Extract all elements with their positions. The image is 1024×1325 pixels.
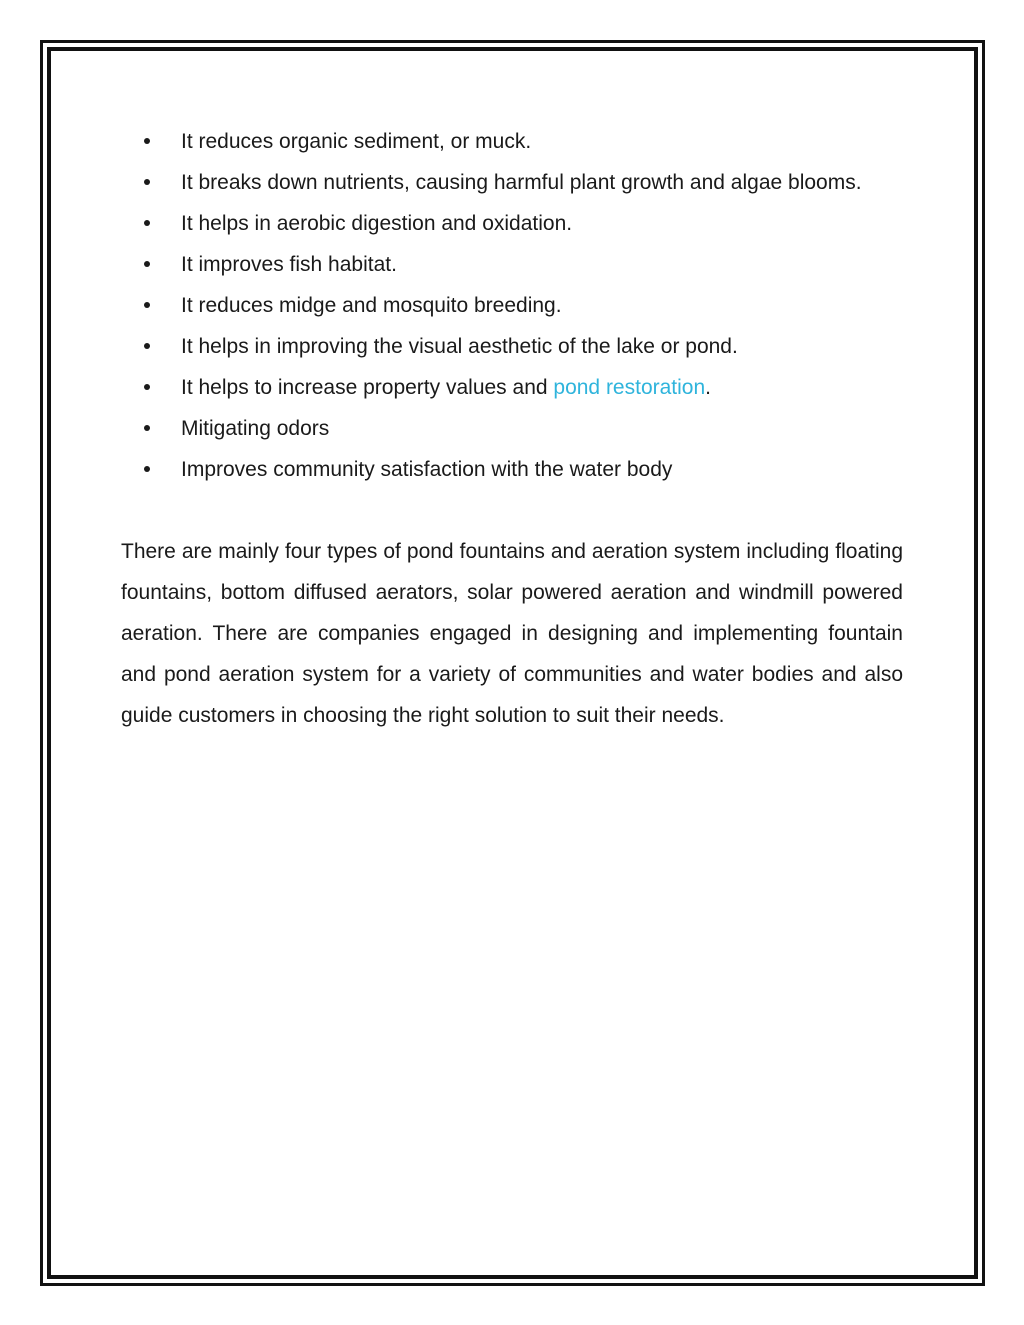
list-item-text: It reduces midge and mosquito breeding.	[181, 294, 562, 317]
list-item	[121, 121, 903, 162]
list-item-text: Mitigating odors	[181, 417, 330, 440]
list-item-text: It breaks down nutrients, causing harmful plant growth and algae blooms.	[181, 171, 862, 194]
bullet-icon	[144, 384, 150, 390]
list-item	[121, 203, 903, 244]
list-item	[121, 285, 903, 326]
benefits-list	[121, 121, 903, 490]
bullet-icon	[144, 466, 150, 472]
bullet-icon	[144, 425, 150, 431]
body-paragraph	[121, 531, 903, 736]
paragraph-text-end: for a variety of communities and water bodies and also guide customers in choosing the right solution to suit their needs.	[121, 663, 903, 727]
list-item-text: Improves community satisfaction with the water body	[181, 458, 673, 481]
list-item-text: It reduces organic sediment, or muck.	[181, 130, 532, 153]
list-item	[121, 449, 903, 490]
pond-aeration-system-link[interactable]: pond aeration system	[163, 663, 369, 686]
list-item-text: It helps in improving the visual aesthetic of the lake or pond.	[181, 335, 738, 358]
list-item-text-end: .	[705, 376, 712, 399]
bullet-icon	[144, 302, 150, 308]
paragraph-text: There are mainly four types of pond fountains and aeration system including floating fountains, bottom diffused aerators, solar powered aeration and windmill powered aeration. There are companies engaged in designing and implementing fountain and	[121, 540, 903, 686]
list-item	[121, 244, 903, 285]
bullet-icon	[144, 179, 150, 185]
list-item	[121, 408, 903, 449]
bullet-icon	[144, 138, 150, 144]
list-item-text: It helps to increase property values and	[181, 376, 554, 399]
bullet-icon	[144, 343, 150, 349]
list-item	[121, 367, 903, 408]
list-item	[121, 326, 903, 367]
list-item-text: It improves fish habitat.	[181, 253, 397, 276]
document-body	[121, 121, 903, 757]
list-item-text: It helps in aerobic digestion and oxidation.	[181, 212, 573, 235]
list-item	[121, 162, 903, 203]
bullet-icon	[144, 261, 150, 267]
pond-restoration-link[interactable]: pond restoration	[553, 376, 706, 399]
bullet-icon	[144, 220, 150, 226]
